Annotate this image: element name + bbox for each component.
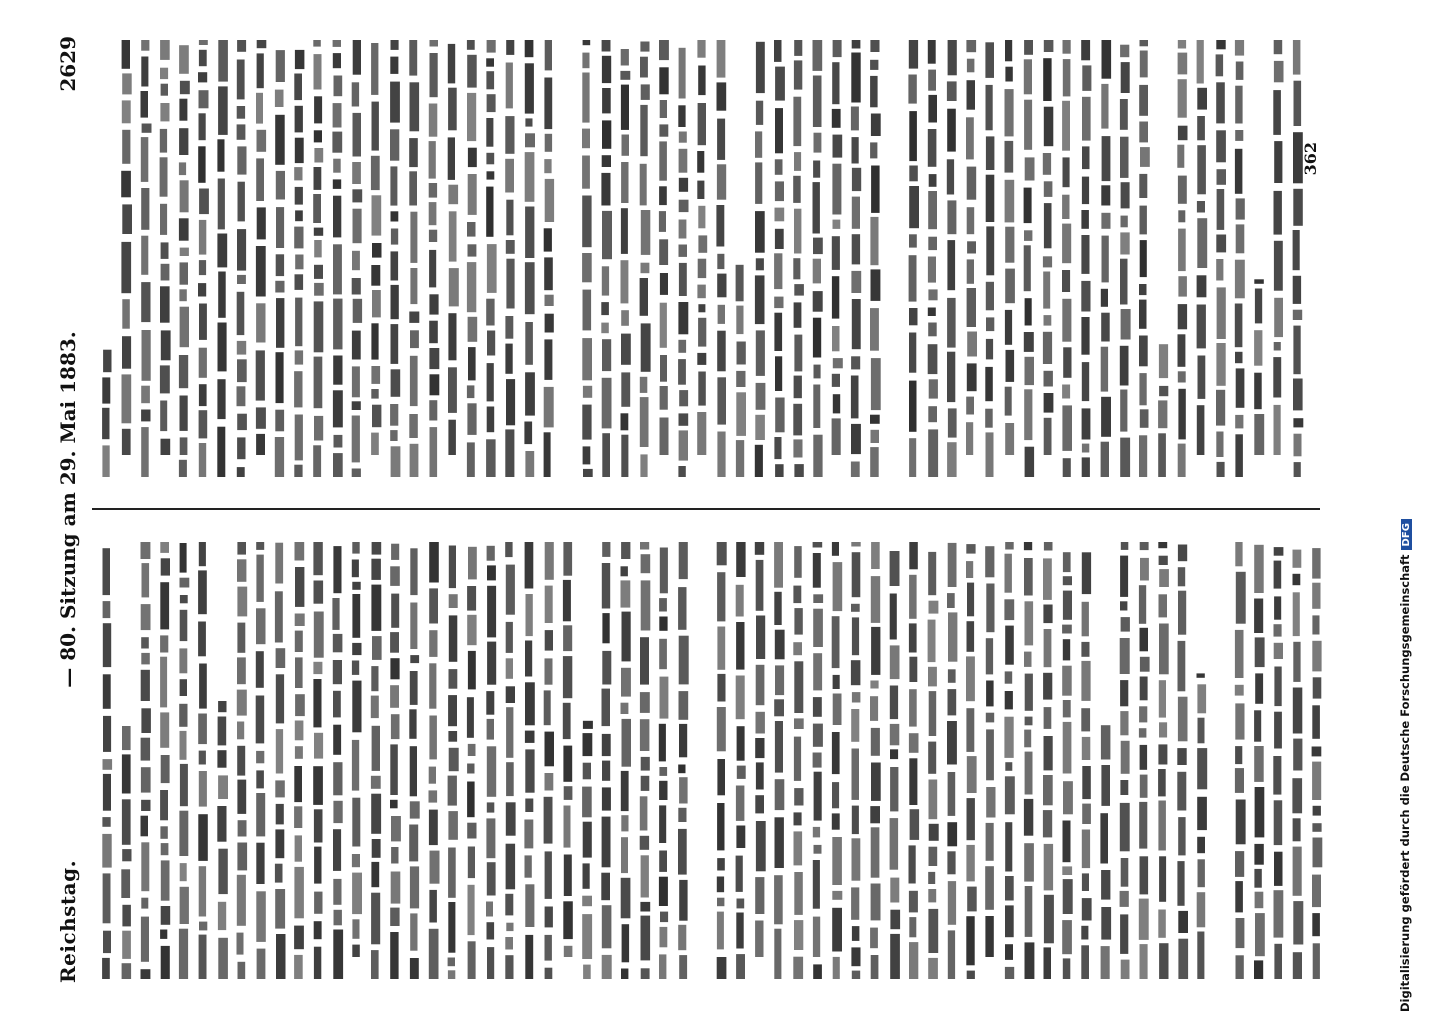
text-line [1005,40,1015,455]
text-line [1293,40,1304,477]
text-line [736,542,746,979]
text-line [908,40,919,477]
text-line [1197,40,1208,455]
page-content-rotated [40,22,1330,997]
text-line [793,40,804,477]
text-line [928,552,939,979]
credit-text: Digitalisierung gefördert durch die Deutsche Forschungsgemeinschaft [1398,554,1412,1012]
text-line [524,40,535,477]
text-line [1273,40,1283,455]
text-line [294,50,304,477]
text-line [141,40,152,477]
text-line [890,551,901,979]
text-line [544,40,555,477]
text-line [678,542,689,979]
text-line [390,40,400,477]
text-line [1101,40,1112,477]
text-line [851,40,861,477]
text-line [121,726,131,979]
text-line [716,40,726,477]
text-line [774,40,785,477]
text-line [332,40,342,477]
text-line [563,542,573,957]
text-line [313,542,324,979]
text-line [1062,40,1072,477]
text-line [486,40,497,477]
text-line [217,701,228,979]
text-line [1024,40,1035,477]
text-lines-left [90,538,1326,983]
text-column-right [90,36,1326,481]
signature-mark: 362 [1301,142,1320,176]
digitization-credit [1398,12,1412,1012]
text-line [1139,542,1150,979]
text-line [1043,40,1054,455]
text-line [1024,542,1035,979]
text-line [697,40,707,455]
text-line [947,543,957,979]
text-line [1235,40,1245,477]
text-line [352,542,362,957]
text-line [1312,548,1323,979]
text-line [640,542,651,979]
text-line [160,40,171,455]
text-lines-right [90,36,1326,481]
text-line [947,40,957,477]
text-line [198,40,209,477]
text-line [1062,552,1073,979]
text-line [1081,40,1091,477]
text-line [813,40,823,477]
page-number: 2629 [56,36,80,92]
text-line [582,40,593,477]
text-line [390,544,401,979]
text-line [755,542,766,957]
text-line [1100,725,1111,979]
text-line [1139,40,1150,477]
text-line [928,40,938,477]
text-line [832,40,843,455]
text-line [256,40,267,455]
text-line [870,542,881,979]
text-line [275,50,285,477]
text-line [1158,344,1168,477]
running-header [52,22,84,997]
header-left-title: Reichstag. [56,859,80,983]
text-line [793,546,803,979]
text-line [985,546,995,957]
text-column-left [90,538,1326,983]
text-line [332,546,343,979]
text-line [1081,552,1091,979]
text-line [448,546,459,980]
text-line [755,42,766,477]
text-line [429,40,440,477]
text-line [678,48,688,477]
text-line [736,265,746,477]
text-line [966,40,977,455]
dfg-logo: DFG [1401,519,1412,550]
text-line [601,542,611,979]
text-line [851,542,861,979]
scanned-page [40,22,1430,1012]
text-line [1273,547,1283,979]
text-line [640,42,651,478]
text-line [371,542,382,979]
side-margin [1394,22,1428,1012]
text-line [1254,279,1264,455]
text-line [198,542,208,979]
text-line [1177,545,1188,980]
text-line [409,548,419,979]
text-line [429,542,440,979]
text-line [237,40,247,477]
text-line [601,40,612,477]
text-line [1292,550,1303,979]
text-line [467,40,477,477]
text-line [1043,542,1054,979]
text-line [275,543,286,979]
text-line [313,40,324,477]
text-line [448,44,459,455]
text-line [102,548,112,979]
text-line [409,40,419,477]
text-line [1120,45,1131,477]
text-line [659,548,669,980]
text-line [544,542,554,979]
text-line [1235,542,1246,979]
text-line [582,721,593,979]
text-line [659,40,669,455]
text-line [717,542,727,979]
text-line [294,542,305,979]
text-line [1158,542,1169,979]
text-line [102,350,111,477]
text-line [909,542,920,979]
text-line [1120,542,1130,979]
text-line [1177,40,1187,477]
text-line [774,542,785,979]
text-line [141,542,151,979]
text-line [1197,673,1208,979]
header-session-date: — 80. Sitzung am 29. Mai 1883. [56,331,80,688]
text-line [620,49,630,477]
column-divider [92,508,1320,510]
text-line [621,542,632,979]
text-line [237,542,248,979]
text-line [832,542,843,979]
text-line [870,40,881,477]
text-line [179,543,189,979]
text-line [467,547,477,979]
text-line [1254,545,1265,979]
text-line [160,542,170,979]
text-line [966,544,977,979]
text-line [505,40,515,477]
text-line [1004,542,1014,979]
text-line [1216,40,1227,477]
text-line [256,542,266,979]
text-line [524,542,534,979]
text-line [985,42,994,477]
text-line [217,40,228,477]
text-line [505,542,515,979]
text-line [813,542,824,979]
text-line [121,40,132,455]
text-line [179,45,190,477]
text-line [486,546,496,979]
text-line [352,40,362,477]
text-line [371,43,382,455]
